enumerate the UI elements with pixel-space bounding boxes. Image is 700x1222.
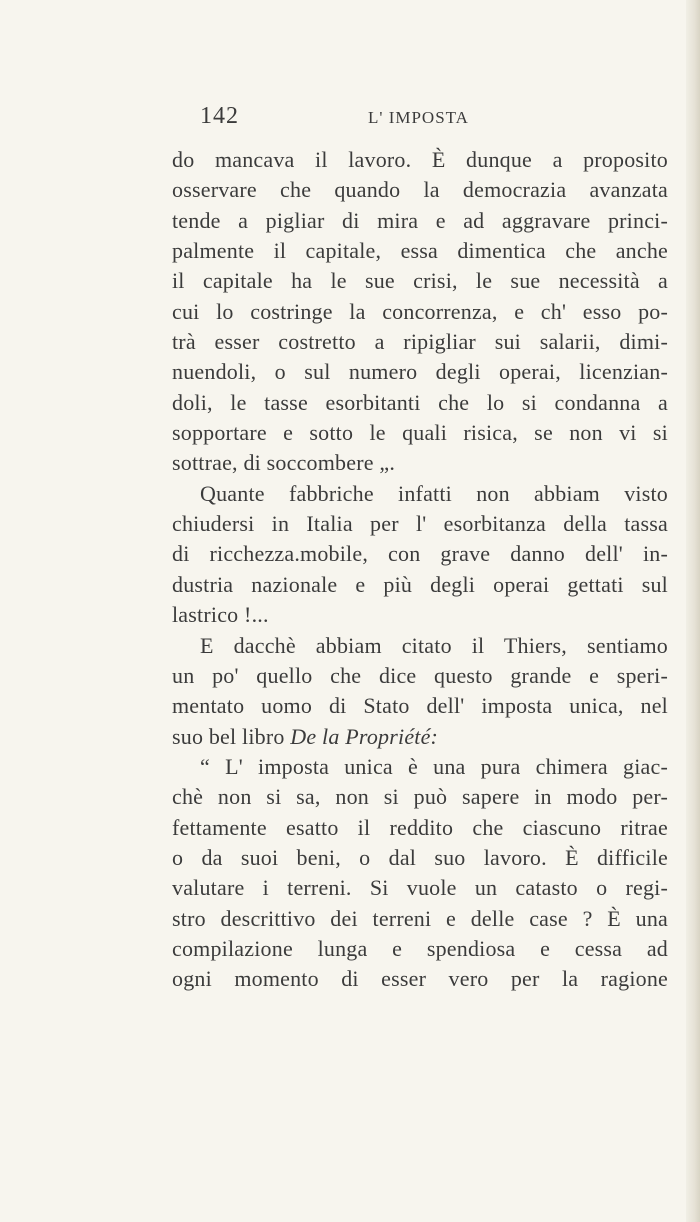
text-fragment: suo bel libro xyxy=(172,723,291,749)
page-number: 142 xyxy=(200,103,239,129)
text-line: valutare i terreni. Si vuole un catasto o regi- xyxy=(172,875,668,901)
text-line: fettamente esatto il reddito che ciascuno ritrae xyxy=(172,814,668,840)
paragraph-first-line: “ L' imposta unica è una pura chimera giac- xyxy=(200,753,668,779)
text-line: mentato uomo di Stato dell' imposta unica, nel xyxy=(172,693,668,719)
text-line: do mancava il lavoro. È dunque a proposito xyxy=(172,147,668,172)
body-text xyxy=(172,145,668,995)
text-line-with-title xyxy=(172,722,668,752)
text-line: un po' quello che dice questo grande e speri- xyxy=(172,662,668,688)
text-line: lastrico !... xyxy=(172,602,269,628)
text-line: chè non si sa, non si può sapere in modo per- xyxy=(172,784,668,810)
page-edge-shadow xyxy=(686,0,700,1222)
paragraph-first-line: E dacchè abbiam citato il Thiers, sentiamo xyxy=(200,632,668,658)
text-line: chiudersi in Italia per l' esorbitanza della tassa xyxy=(172,511,668,537)
page-header xyxy=(172,103,668,133)
paragraph-first-line: Quante fabbriche infatti non abbiam visto xyxy=(200,480,668,506)
text-line: tende a pigliar di mira e ad aggravare princi- xyxy=(172,207,668,233)
text-line: compilazione lunga e spendiosa e cessa ad xyxy=(172,935,668,961)
text-line: ogni momento di esser vero per la ragione xyxy=(172,966,668,992)
text-line: doli, le tasse esorbitanti che lo si condanna a xyxy=(172,389,668,415)
text-line: cui lo costringe la concorrenza, e ch' esso po- xyxy=(172,298,668,324)
text-line: sottrae, di soccombere „. xyxy=(172,450,396,476)
text-line: stro descrittivo dei terreni e delle case ? È una xyxy=(172,905,668,931)
text-line: sopportare e sotto le quali risica, se non vi si xyxy=(172,420,668,446)
text-line: trà esser costretto a ripigliar sui salarii, dimi- xyxy=(172,329,668,355)
text-line: palmente il capitale, essa dimentica che anche xyxy=(172,238,668,264)
text-line: nuendoli, o sul numero degli operai, licenzian- xyxy=(172,359,668,385)
text-line: o da suoi beni, o dal suo lavoro. È difficile xyxy=(172,844,668,870)
text-line: osservare che quando la democrazia avanzata xyxy=(172,177,668,203)
running-head: L' IMPOSTA xyxy=(368,108,469,127)
text-line: il capitale ha le sue crisi, le sue necessità a xyxy=(172,268,668,294)
text-line: di ricchezza.mobile, con grave danno dell' in- xyxy=(172,541,668,567)
text-line: dustria nazionale e più degli operai gettati sul xyxy=(172,571,668,597)
book-title: De la Propriété: xyxy=(290,723,439,749)
